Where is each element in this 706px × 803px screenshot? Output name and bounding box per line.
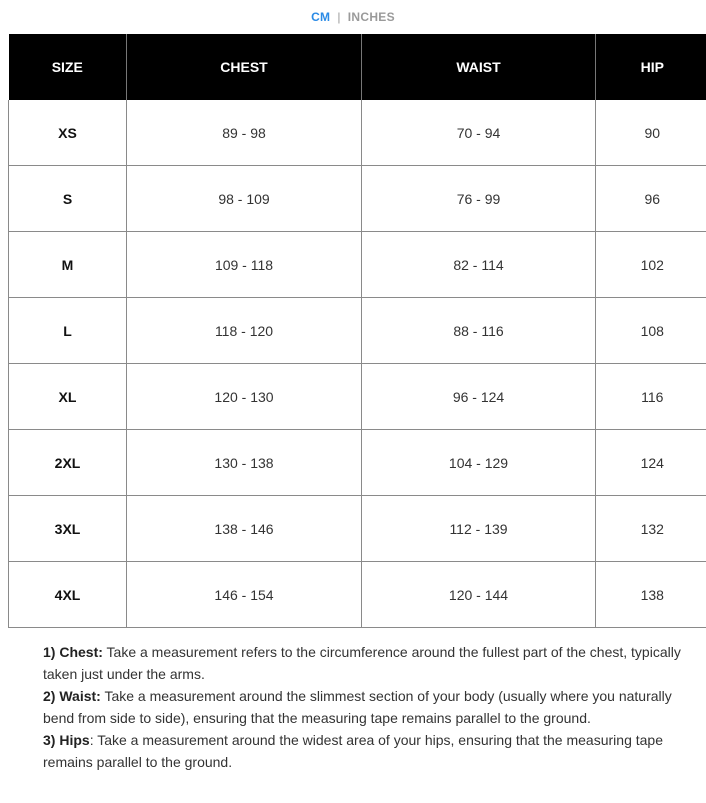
table-row: [9, 100, 706, 166]
note-waist: [43, 685, 698, 729]
note-chest: [43, 641, 698, 685]
table-row: [9, 562, 706, 628]
waist-cell: 104 - 129: [362, 430, 596, 496]
measurement-notes: [43, 641, 698, 773]
note-hips-label: 3) Hips: [43, 732, 90, 748]
hip-cell: 96: [596, 166, 706, 232]
waist-cell: 96 - 124: [362, 364, 596, 430]
size-cell: 2XL: [9, 430, 127, 496]
chest-cell: 138 - 146: [127, 496, 362, 562]
chest-cell: 120 - 130: [127, 364, 362, 430]
size-cell: XL: [9, 364, 127, 430]
header-size: SIZE: [9, 34, 127, 100]
hip-cell: 138: [596, 562, 706, 628]
note-chest-label: 1) Chest:: [43, 644, 103, 660]
waist-cell: 76 - 99: [362, 166, 596, 232]
size-cell: M: [9, 232, 127, 298]
size-cell: S: [9, 166, 127, 232]
size-cell: 4XL: [9, 562, 127, 628]
waist-cell: 120 - 144: [362, 562, 596, 628]
note-waist-text: Take a measurement around the slimmest section of your body (usually where you naturally bend from side to side), ensuring that the measuring tape remains parallel to the ground.: [43, 688, 672, 726]
size-cell: L: [9, 298, 127, 364]
unit-separator: |: [337, 10, 341, 24]
unit-toggle: [0, 10, 706, 24]
chest-cell: 98 - 109: [127, 166, 362, 232]
note-waist-label: 2) Waist:: [43, 688, 101, 704]
waist-cell: 112 - 139: [362, 496, 596, 562]
hip-cell: 116: [596, 364, 706, 430]
chest-cell: 146 - 154: [127, 562, 362, 628]
size-chart-table: [8, 34, 706, 628]
table-row: [9, 430, 706, 496]
unit-inches-button[interactable]: INCHES: [347, 10, 395, 24]
waist-cell: 88 - 116: [362, 298, 596, 364]
unit-cm-button[interactable]: CM: [311, 10, 331, 24]
chest-cell: 118 - 120: [127, 298, 362, 364]
chest-cell: 89 - 98: [127, 100, 362, 166]
hip-cell: 90: [596, 100, 706, 166]
header-waist: WAIST: [362, 34, 596, 100]
chest-cell: 109 - 118: [127, 232, 362, 298]
hip-cell: 124: [596, 430, 706, 496]
note-hips: [43, 729, 698, 773]
waist-cell: 70 - 94: [362, 100, 596, 166]
waist-cell: 82 - 114: [362, 232, 596, 298]
table-row: [9, 232, 706, 298]
table-row: [9, 166, 706, 232]
hip-cell: 132: [596, 496, 706, 562]
hip-cell: 102: [596, 232, 706, 298]
header-hip: HIP: [596, 34, 706, 100]
table-row: [9, 496, 706, 562]
chest-cell: 130 - 138: [127, 430, 362, 496]
size-cell: XS: [9, 100, 127, 166]
size-cell: 3XL: [9, 496, 127, 562]
header-chest: CHEST: [127, 34, 362, 100]
note-chest-text: Take a measurement refers to the circumference around the fullest part of the chest, typically taken just under the arms.: [43, 644, 681, 682]
hip-cell: 108: [596, 298, 706, 364]
table-row: [9, 364, 706, 430]
table-header-row: [9, 34, 706, 100]
note-hips-text: : Take a measurement around the widest area of your hips, ensuring that the measuring tape remains parallel to the ground.: [43, 732, 663, 770]
table-row: [9, 298, 706, 364]
